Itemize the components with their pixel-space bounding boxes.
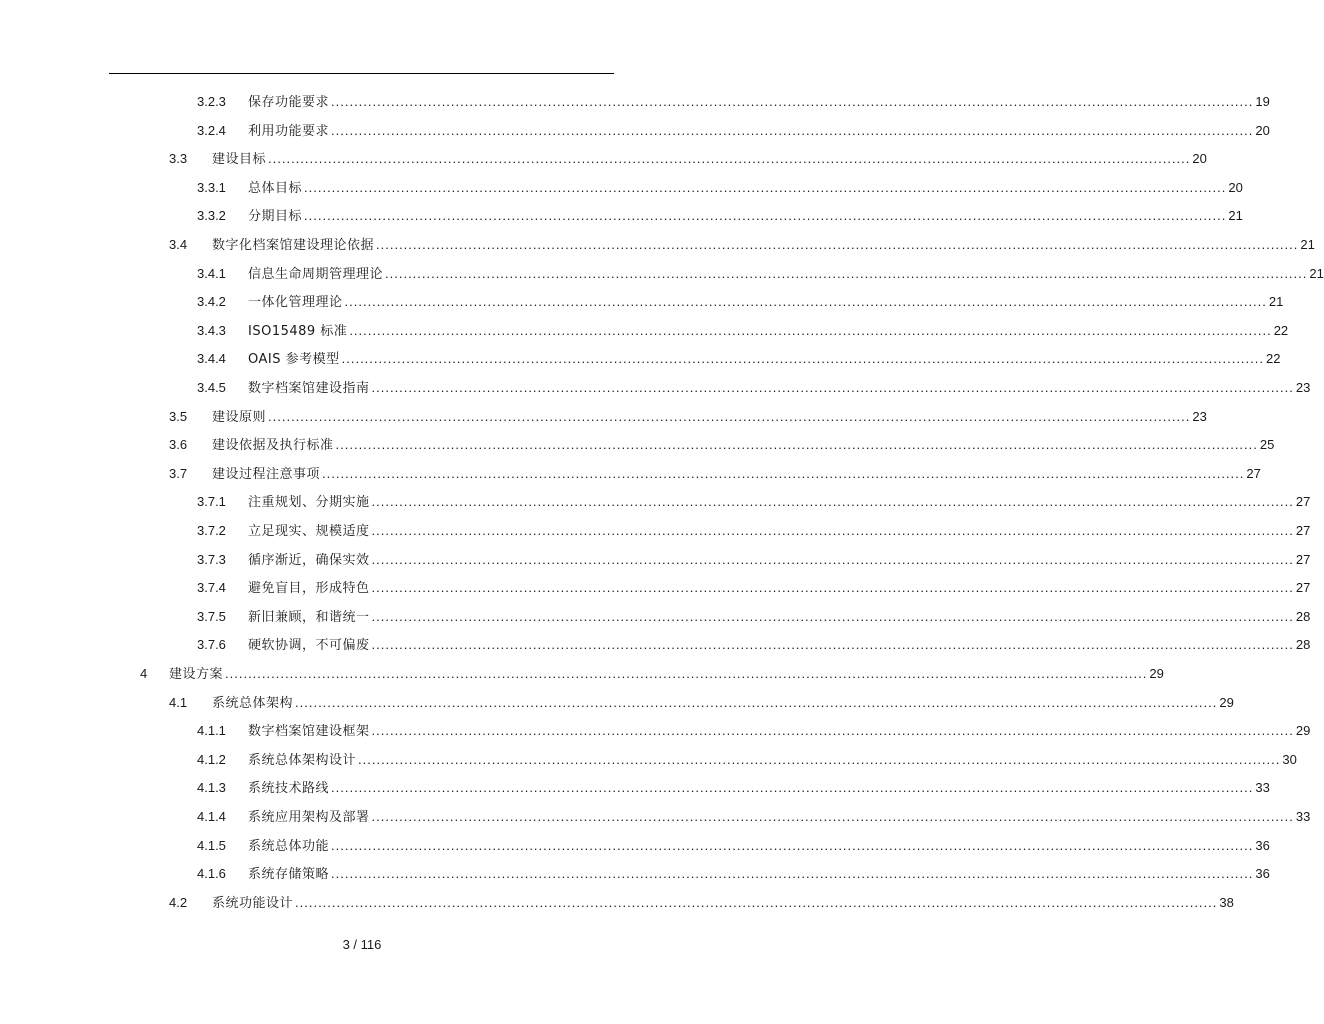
toc-entry-number: 3.4 (169, 237, 188, 252)
toc-entry-page: 20 (1255, 122, 1270, 138)
toc-leader-dots: ........................................................................................................................................................................................................ (331, 94, 1254, 109)
toc-entry-title: 系统总体架构设计 (248, 752, 357, 768)
toc-entry-page: 22 (1266, 351, 1281, 367)
toc-entry-title: 建设依据及执行标准 (212, 438, 334, 454)
toc-entry-page: 21 (1228, 208, 1243, 224)
toc-leader-dots: ........................................................................................................................................................................................................ (322, 465, 1245, 481)
toc-leader-dots: ........................................................................................................................................................................................................ (331, 780, 1254, 796)
toc-entry-title: 建设方案 (169, 667, 224, 682)
toc-entry-number: 4.2 (169, 894, 188, 910)
toc-entry-number: 3.7.5 (197, 608, 226, 624)
toc-entry-title: 硬软协调，不可偏废 (248, 638, 370, 654)
toc-entry-title: ISO15489 标准 (248, 323, 348, 339)
toc-entry-number: 4.1.2 (197, 751, 226, 767)
toc-entry-title: 信息生命周期管理理论 (248, 266, 384, 282)
toc-entry-page: 21 (1300, 237, 1315, 252)
toc-entry[interactable] (0, 377, 1311, 399)
toc-leader-dots: ........................................................................................................................................................................................................ (385, 265, 1308, 281)
toc-entry-number: 3.7.4 (197, 580, 226, 596)
toc-entry[interactable] (0, 692, 1234, 714)
toc-leader-dots: ........................................................................................................................................................................................................ (295, 694, 1218, 710)
toc-leader-dots: ........................................................................................................................................................................................................ (371, 580, 1294, 596)
toc-leader-dots: ........................................................................................................................................................................................................ (341, 351, 1264, 367)
toc-entry[interactable] (0, 749, 1297, 771)
header-rule (109, 73, 614, 74)
toc-entry-number: 3.3 (169, 151, 188, 167)
toc-leader-dots: ........................................................................................................................................................................................................ (331, 122, 1254, 138)
toc-entry-number: 4 (140, 666, 148, 681)
toc-entry-title: 循序渐近，确保实效 (248, 552, 370, 568)
toc-entry-number: 3.7 (169, 465, 188, 481)
toc-entry-number: 3.7.6 (197, 637, 226, 653)
toc-leader-dots: ........................................................................................................................................................................................................ (376, 237, 1299, 252)
toc-entry-title: 一体化管理理论 (248, 295, 343, 311)
toc-entry-title: 总体目标 (248, 180, 303, 196)
toc-entry-number: 3.3.2 (197, 208, 226, 224)
toc-entry-title: 系统总体架构 (212, 695, 294, 711)
toc-entry-title: 系统功能设计 (212, 895, 294, 911)
toc-entry-number: 4.1.4 (197, 809, 226, 824)
toc-entry[interactable] (0, 520, 1311, 542)
toc-entry[interactable] (0, 348, 1281, 370)
toc-leader-dots: ........................................................................................................................................................................................................ (344, 294, 1267, 310)
toc-entry-number: 3.7.1 (197, 494, 226, 510)
toc-entry-number: 3.3.1 (197, 179, 226, 195)
toc-entry-number: 3.7.2 (197, 523, 226, 538)
toc-leader-dots: ........................................................................................................................................................................................................ (358, 751, 1281, 767)
toc-entry[interactable] (0, 777, 1270, 799)
toc-entry-title: 系统技术路线 (248, 781, 330, 797)
toc-entry-page: 28 (1295, 637, 1311, 653)
toc-entry[interactable] (0, 863, 1270, 885)
toc-leader-dots: ........................................................................................................................................................................................................ (371, 723, 1294, 739)
toc-entry-page: 23 (1192, 408, 1207, 424)
toc-leader-dots: ........................................................................................................................................................................................................ (371, 551, 1294, 567)
toc-entry-title: 分期目标 (248, 209, 303, 225)
toc-entry-title: 系统存储策略 (248, 867, 330, 883)
toc-entry-page: 27 (1295, 494, 1311, 510)
toc-entry-page: 19 (1255, 94, 1270, 109)
toc-entry-page: 21 (1309, 265, 1324, 281)
toc-entry[interactable] (0, 120, 1270, 142)
toc-entry[interactable] (0, 263, 1324, 285)
toc-entry-title: 系统应用架构及部署 (248, 810, 370, 825)
toc-leader-dots: ........................................................................................................................................................................................................ (331, 837, 1254, 853)
toc-entry-title: 利用功能要求 (248, 123, 330, 139)
toc-entry-title: 建设过程注意事项 (212, 466, 321, 482)
toc-entry[interactable] (0, 406, 1207, 428)
toc-entry-page: 27 (1295, 523, 1311, 538)
toc-entry-page: 20 (1228, 179, 1243, 195)
toc-entry-title: 系统总体功能 (248, 838, 330, 854)
toc-leader-dots: ........................................................................................................................................................................................................ (371, 608, 1294, 624)
toc-entry-title: 新旧兼顾，和谐统一 (248, 609, 370, 625)
toc-leader-dots: ........................................................................................................................................................................................................ (304, 208, 1227, 224)
toc-entry-page: 27 (1295, 580, 1311, 596)
toc-entry-page: 29 (1219, 694, 1234, 710)
toc-leader-dots: ........................................................................................................................................................................................................ (331, 866, 1254, 882)
toc-leader-dots: ........................................................................................................................................................................................................ (371, 637, 1294, 653)
toc-entry-number: 3.2.3 (197, 94, 226, 109)
toc-entry-page: 29 (1295, 723, 1311, 739)
toc-leader-dots: ........................................................................................................................................................................................................ (268, 408, 1191, 424)
toc-entry[interactable] (0, 892, 1234, 914)
toc-entry-number: 3.5 (169, 408, 188, 424)
toc-entry[interactable] (0, 291, 1284, 313)
toc-entry[interactable] (0, 434, 1275, 456)
toc-entry[interactable] (0, 320, 1289, 342)
toc-leader-dots: ........................................................................................................................................................................................................ (371, 494, 1294, 510)
toc-entry-page: 29 (1149, 666, 1164, 681)
toc-entry-title: OAIS 参考模型 (248, 352, 340, 368)
toc-entry-number: 3.4.1 (197, 265, 226, 281)
toc-leader-dots: ........................................................................................................................................................................................................ (371, 380, 1294, 395)
toc-entry-number: 3.4.5 (197, 380, 226, 395)
toc-entry-number: 3.6 (169, 437, 188, 453)
toc-entry[interactable] (0, 91, 1270, 113)
toc-entry[interactable] (0, 549, 1311, 571)
toc-entry-number: 4.1.5 (197, 837, 226, 853)
toc-entry[interactable] (0, 634, 1311, 656)
toc-entry-title: 注重规划、分期实施 (248, 495, 370, 511)
toc-entry-page: 36 (1255, 837, 1270, 853)
toc-entry-number: 4.1 (169, 694, 188, 710)
toc-leader-dots: ........................................................................................................................................................................................................ (268, 151, 1191, 167)
toc-entry-page: 20 (1192, 151, 1207, 167)
toc-entry-page: 28 (1295, 608, 1311, 624)
toc-entry-number: 3.4.3 (197, 322, 226, 338)
toc-entry-page: 33 (1295, 809, 1311, 824)
toc-entry-title: 避免盲目，形成特色 (248, 581, 370, 597)
toc-entry-page: 36 (1255, 866, 1270, 882)
toc-entry-page: 22 (1273, 322, 1289, 338)
toc-entry-page: 38 (1219, 894, 1234, 910)
toc-leader-dots: ........................................................................................................................................................................................................ (349, 322, 1272, 338)
toc-entry[interactable] (0, 234, 1315, 256)
toc-leader-dots: ........................................................................................................................................................................................................ (371, 809, 1294, 824)
toc-entry[interactable] (0, 463, 1261, 485)
toc-entry-title: 数字化档案馆建设理论依据 (212, 238, 375, 253)
toc-entry-title: 保存功能要求 (248, 95, 330, 110)
toc-entry-page: 27 (1246, 465, 1261, 481)
toc-entry-number: 3.4.4 (197, 351, 226, 367)
toc-entry[interactable] (0, 606, 1311, 628)
toc-entry-number: 3.4.2 (197, 294, 226, 310)
toc-entry-page: 23 (1295, 380, 1311, 395)
toc-entry-number: 3.2.4 (197, 122, 226, 138)
toc-entry-page: 27 (1295, 551, 1311, 567)
toc-entry-page: 33 (1255, 780, 1270, 796)
toc-entry-title: 建设原则 (212, 409, 267, 425)
toc-entry-page: 21 (1268, 294, 1284, 310)
toc-entry-number: 3.7.3 (197, 551, 226, 567)
page-number-footer: 3 / 116 (342, 937, 382, 952)
toc-entry[interactable] (0, 663, 1164, 685)
toc-entry[interactable] (0, 806, 1311, 828)
toc-entry-title: 数字档案馆建设框架 (248, 724, 370, 740)
toc-entry-page: 25 (1259, 437, 1275, 453)
toc-entry[interactable] (0, 835, 1270, 857)
toc-entry[interactable] (0, 148, 1207, 170)
toc-entry[interactable] (0, 720, 1311, 742)
toc-entry-title: 建设目标 (212, 152, 267, 168)
toc-entry[interactable] (0, 491, 1311, 513)
toc-entry-title: 数字档案馆建设指南 (248, 381, 370, 396)
toc-entry-number: 4.1.6 (197, 866, 226, 882)
toc-leader-dots: ........................................................................................................................................................................................................ (304, 179, 1227, 195)
toc-leader-dots: ........................................................................................................................................................................................................ (295, 894, 1218, 910)
toc-leader-dots: ........................................................................................................................................................................................................ (225, 666, 1148, 681)
toc-entry-number: 4.1.1 (197, 723, 226, 739)
toc-entry[interactable] (0, 205, 1243, 227)
toc-entry[interactable] (0, 577, 1311, 599)
toc-leader-dots: ........................................................................................................................................................................................................ (371, 523, 1294, 538)
toc-entry-number: 4.1.3 (197, 780, 226, 796)
toc-entry-title: 立足现实、规模适度 (248, 524, 370, 539)
toc-entry-page: 30 (1282, 751, 1297, 767)
toc-leader-dots: ........................................................................................................................................................................................................ (335, 437, 1258, 453)
toc-entry[interactable] (0, 177, 1243, 199)
